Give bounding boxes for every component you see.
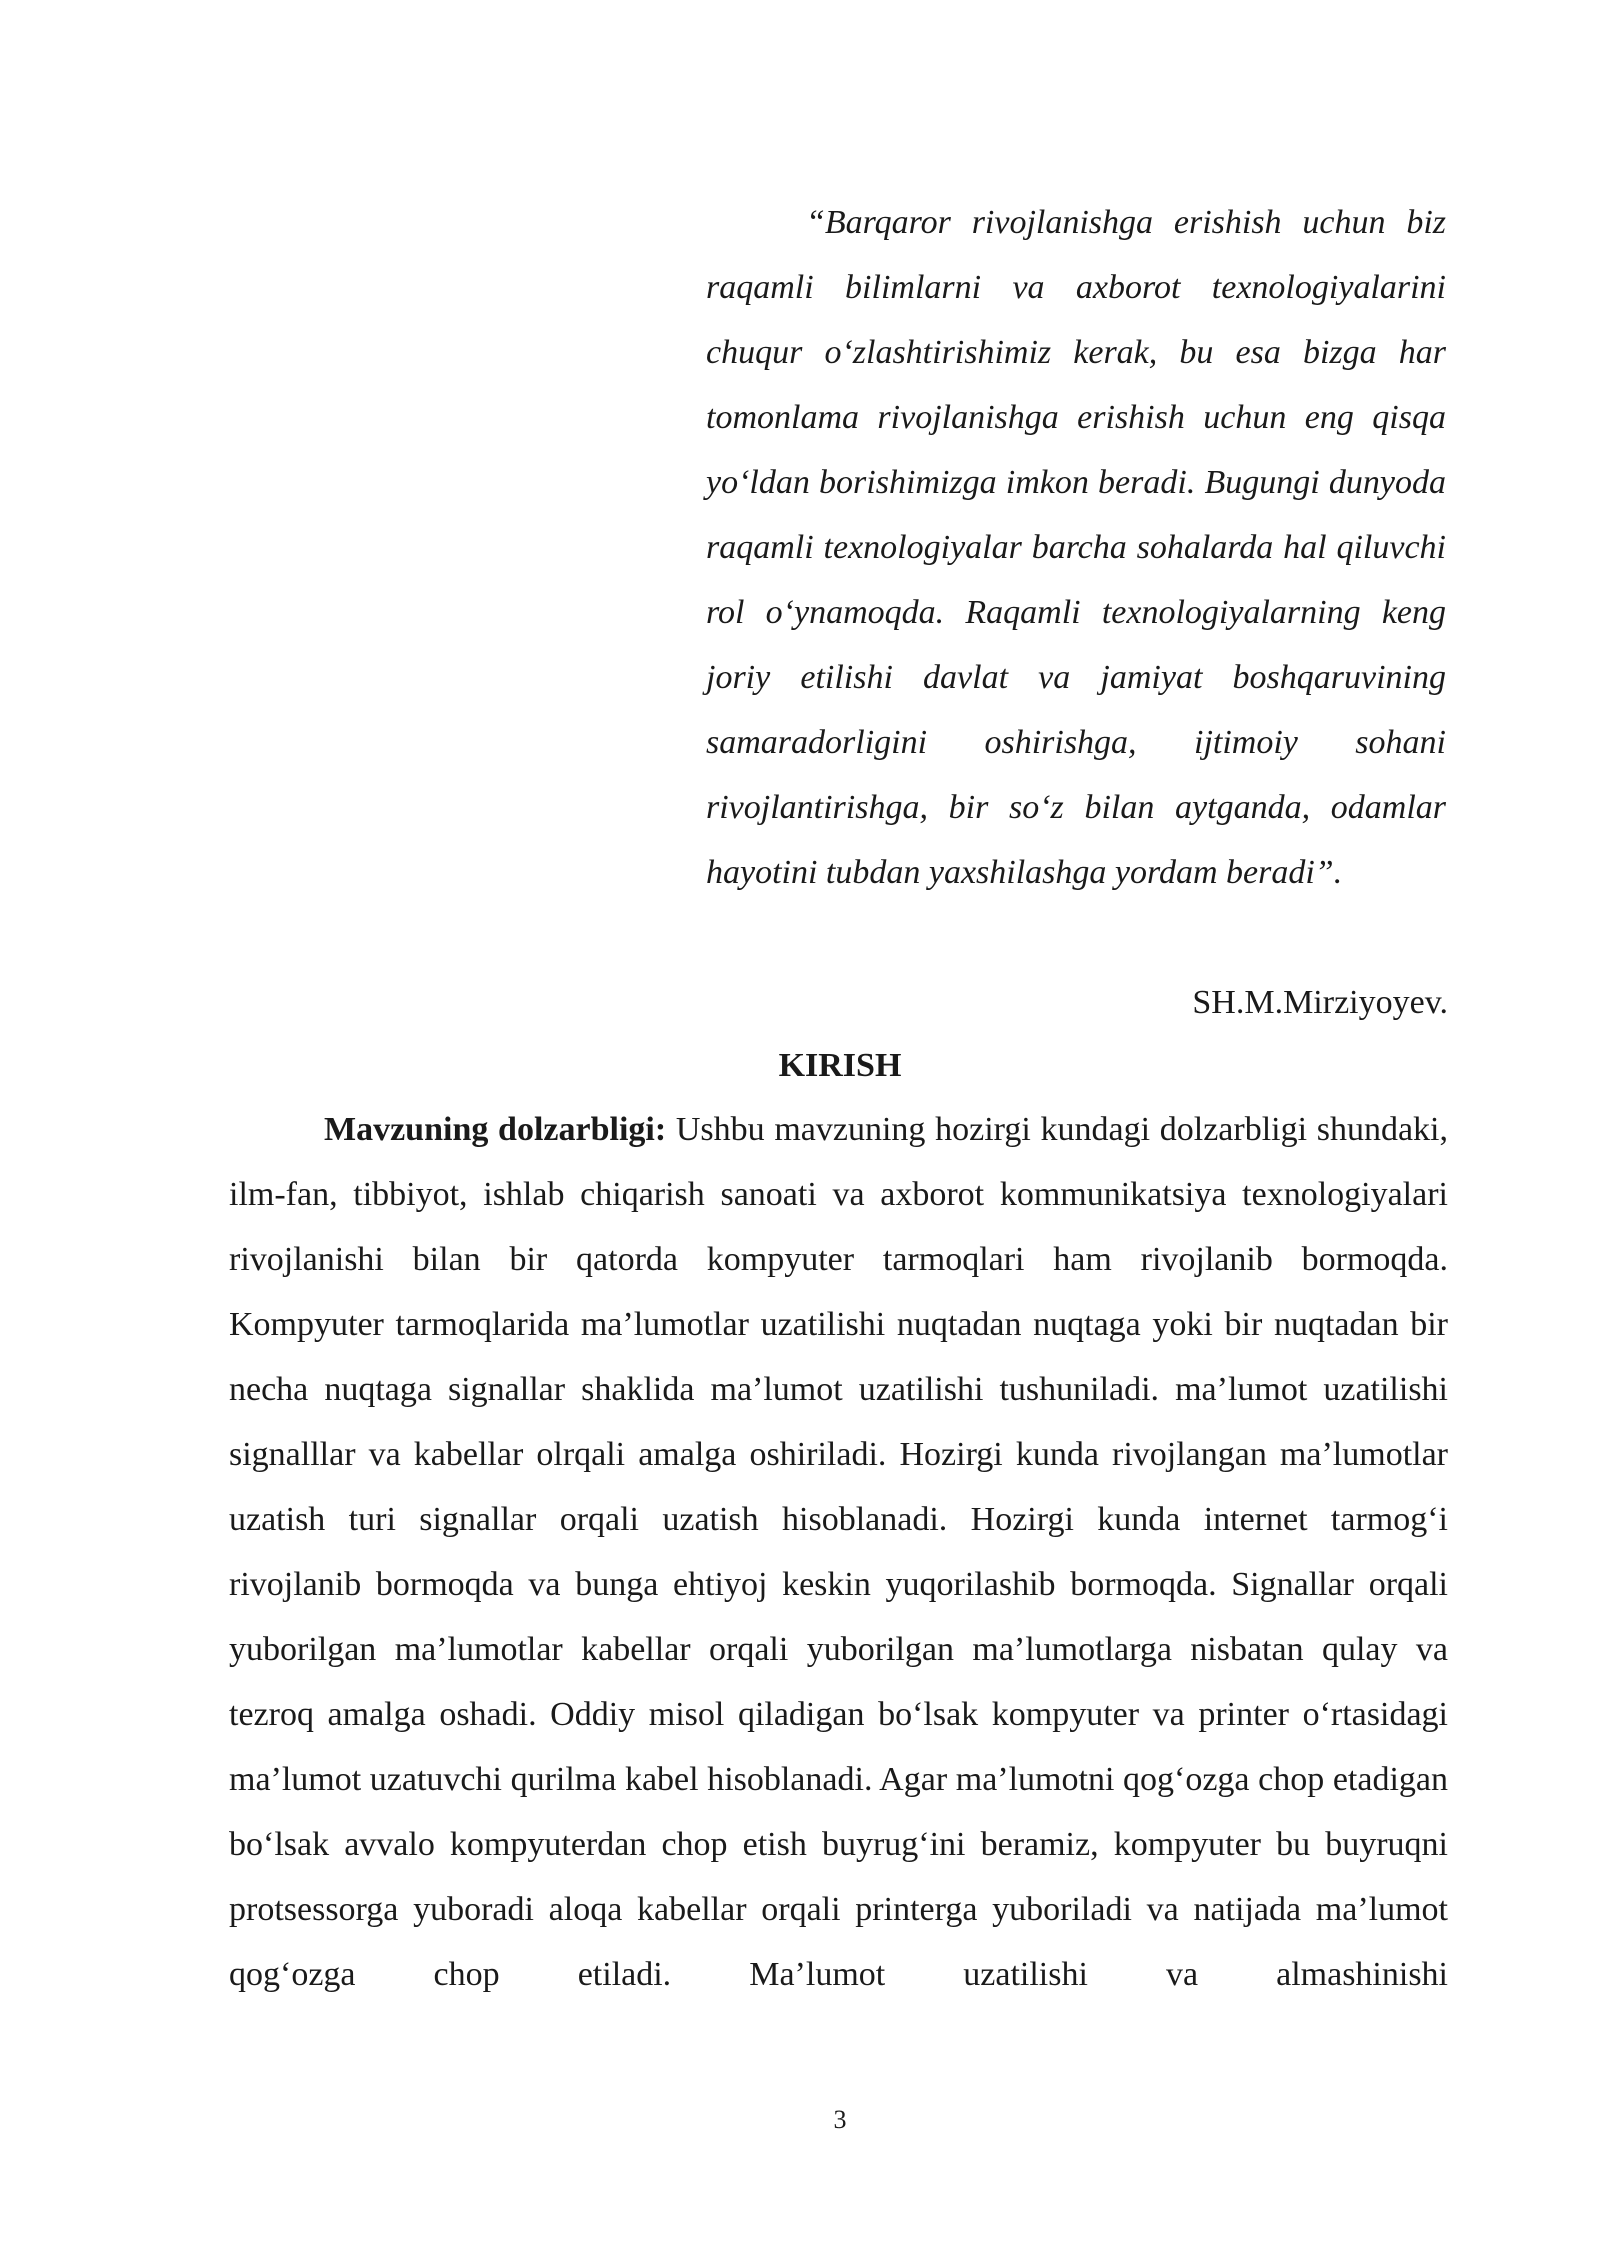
epigraph-quote: “Barqaror rivojlanishga erishish uchun biz raqamli bilimlarni va axborot texnologiyalarini chuqur o‘zlashtirishimiz kerak, bu esa bizga har tomonlama rivojlanishga erishish uchun eng qisqa yo‘ldan borishimizga imkon beradi. Bugungi dunyoda raqamli texnologiyalar barcha sohalarda hal qiluvchi rol o‘ynamoqda. Raqamli texnologiyalarning keng joriy etilishi davlat va jamiyat boshqaruvining samaradorligini oshirishga, ijtimoiy sohani rivojlantirishga, bir so‘z bilan aytganda, odamlar hayotini tubdan yaxshilashga yordam beradi”. <box>706 204 1446 891</box>
page-number: 3 <box>833 2105 847 2134</box>
paragraph-lead: Mavzuning dolzarbligi: <box>324 1111 667 1148</box>
body-paragraph <box>229 1097 1448 2007</box>
section-heading: KIRISH <box>778 1047 902 1084</box>
epigraph-author: SH.M.Mirziyoyev. <box>1192 984 1448 1021</box>
paragraph-text: Ushbu mavzuning hozirgi kundagi dolzarbligi shundaki, ilm-fan, tibbiyot, ishlab chiqarish sanoati va axborot kommunikatsiya texnologiyalari rivojlanishi bilan bir qatorda kompyuter tarmoqlari ham rivojlanib bormoqda. Kompyuter tarmoqlarida ma’lumotlar uzatilishi nuqtadan nuqtaga yoki bir nuqtadan bir necha nuqtaga signallar shaklida ma’lumot uzatilishi tushuniladi. ma’lumot uzatilishi signalllar va kabellar olrqali amalga oshiriladi. Hozirgi kunda rivojlangan ma’lumotlar uzatish turi signallar orqali uzatish hisoblanadi. Hozirgi kunda internet tarmog‘i rivojlanib bormoqda va bunga ehtiyoj keskin yuqorilashib bormoqda. Signallar orqali yuborilgan ma’lumotlar kabellar orqali yuborilgan ma’lumotlarga nisbatan qulay va tezroq amalga oshadi. Oddiy misol qiladigan bo‘lsak kompyuter va printer o‘rtasidagi ma’lumot uzatuvchi qurilma kabel hisoblanadi. Agar ma’lumotni qog‘ozga chop etadigan bo‘lsak avvalo kompyuterdan chop etish buyrug‘ini beramiz, kompyuter bu buyruqni protsessorga yuboradi aloqa kabellar orqali printerga yuboriladi va natijada ma’lumot qog‘ozga chop etiladi. Ma’lumot uzatilishi va almashinishi <box>229 1111 1448 1993</box>
